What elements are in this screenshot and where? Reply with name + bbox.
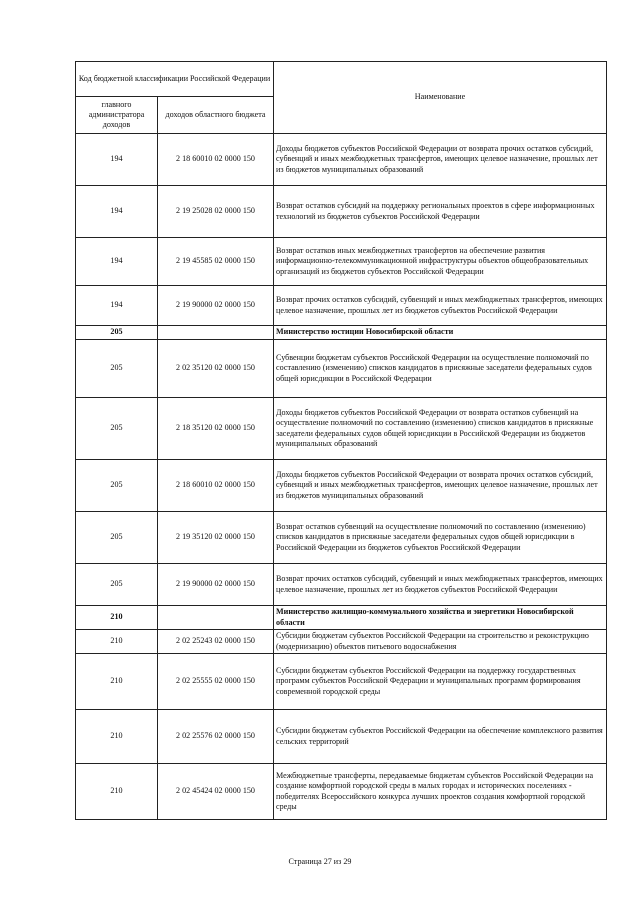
cell-income-code: 2 02 25555 02 0000 150: [158, 654, 274, 710]
cell-income-code: 2 02 35120 02 0000 150: [158, 340, 274, 398]
cell-income-code: 2 19 90000 02 0000 150: [158, 564, 274, 606]
header-income: доходов областного бюджета: [158, 97, 274, 134]
cell-income-code: 2 18 35120 02 0000 150: [158, 398, 274, 460]
table-row: [76, 654, 607, 710]
cell-name: Возврат прочих остатков субсидий, субвенций и иных межбюджетных трансфертов, имеющих целевое назначение, прошлых лет из бюджетов субъектов Российской Федерации: [274, 286, 607, 326]
cell-income-code: 2 02 25243 02 0000 150: [158, 630, 274, 654]
cell-admin-code: 210: [76, 764, 158, 820]
page-footer: Страница 27 из 29: [288, 857, 352, 866]
cell-admin-code: 205: [76, 512, 158, 564]
table-row-section: [76, 606, 607, 630]
table-row: [76, 564, 607, 606]
cell-name: Доходы бюджетов субъектов Российской Федерации от возврата прочих остатков субсидий, субвенций и иных межбюджетных трансфертов, имеющих целевое назначение, прошлых лет из бюджетов муниципальных образований: [274, 134, 607, 186]
table-row: [76, 630, 607, 654]
cell-admin-code: 210: [76, 710, 158, 764]
cell-admin-code: 194: [76, 286, 158, 326]
cell-income-code: [158, 606, 274, 630]
cell-admin-code: 210: [76, 630, 158, 654]
cell-name: Субсидии бюджетам субъектов Российской Федерации на строительство и реконструкцию (модернизацию) объектов питьевого водоснабжения: [274, 630, 607, 654]
cell-admin-code: 205: [76, 398, 158, 460]
cell-admin-code: 194: [76, 186, 158, 238]
cell-name: Субсидии бюджетам субъектов Российской Федерации на обеспечение комплексного развития сельских территорий: [274, 710, 607, 764]
table-row: [76, 134, 607, 186]
cell-income-code: 2 18 60010 02 0000 150: [158, 134, 274, 186]
cell-admin-code: 205: [76, 340, 158, 398]
table-row: [76, 286, 607, 326]
cell-admin-code: 194: [76, 238, 158, 286]
cell-admin-code: 205: [76, 564, 158, 606]
table-body: [76, 134, 607, 820]
header-admin: главного администратора доходов: [76, 97, 158, 134]
cell-name: Возврат остатков субвенций на осуществление полномочий по составлению (изменению) списков кандидатов в присяжные заседатели федеральных судов общей юрисдикции в Российской Федерации из бюджетов субъектов Российской Федерации: [274, 512, 607, 564]
cell-name: Субвенции бюджетам субъектов Российской Федерации на осуществление полномочий по составлению (изменению) списков кандидатов в присяжные заседатели федеральных судов общей юрисдикции в Российской Федерации: [274, 340, 607, 398]
cell-name: Министерство жилищно-коммунального хозяйства и энергетики Новосибирской области: [274, 606, 607, 630]
cell-income-code: 2 19 25028 02 0000 150: [158, 186, 274, 238]
cell-name: Доходы бюджетов субъектов Российской Федерации от возврата остатков субвенций на осуществление полномочий по составлению (изменению) списков кандидатов в присяжные заседатели федеральных судов общей юрисдикции в Российской Федерации из бюджетов муниципальных образований: [274, 398, 607, 460]
cell-admin-code: 194: [76, 134, 158, 186]
table-row: [76, 186, 607, 238]
cell-income-code: 2 18 60010 02 0000 150: [158, 460, 274, 512]
header-code-group: Код бюджетной классификации Российской Федерации: [76, 62, 274, 97]
cell-admin-code: 205: [76, 460, 158, 512]
cell-income-code: 2 02 25576 02 0000 150: [158, 710, 274, 764]
cell-income-code: 2 19 45585 02 0000 150: [158, 238, 274, 286]
header-name: Наименование: [274, 62, 607, 134]
table-row: [76, 238, 607, 286]
cell-name: Министерство юстиции Новосибирской области: [274, 326, 607, 340]
table-row: [76, 340, 607, 398]
cell-income-code: [158, 326, 274, 340]
cell-income-code: 2 02 45424 02 0000 150: [158, 764, 274, 820]
cell-admin-code: 210: [76, 654, 158, 710]
table-row: [76, 460, 607, 512]
cell-income-code: 2 19 35120 02 0000 150: [158, 512, 274, 564]
table-row: [76, 710, 607, 764]
cell-name: Субсидии бюджетам субъектов Российской Федерации на поддержку государственных программ субъектов Российской Федерации и муниципальных программ формирования современной городской среды: [274, 654, 607, 710]
cell-admin-code: 205: [76, 326, 158, 340]
table-row-section: [76, 326, 607, 340]
table-row: [76, 398, 607, 460]
cell-income-code: 2 19 90000 02 0000 150: [158, 286, 274, 326]
cell-name: Возврат прочих остатков субсидий, субвенций и иных межбюджетных трансфертов, имеющих целевое назначение, прошлых лет из бюджетов субъектов Российской Федерации: [274, 564, 607, 606]
table-row: [76, 512, 607, 564]
cell-name: Доходы бюджетов субъектов Российской Федерации от возврата прочих остатков субсидий, субвенций и иных межбюджетных трансфертов, имеющих целевое назначение, прошлых лет из бюджетов муниципальных образований: [274, 460, 607, 512]
cell-name: Межбюджетные трансферты, передаваемые бюджетам субъектов Российской Федерации на создание комфортной городской среды в малых городах и исторических поселениях - победителях Всероссийского конкурса лучших проектов создания комфортной городской среды: [274, 764, 607, 820]
cell-name: Возврат остатков субсидий на поддержку региональных проектов в сфере информационных технологий из бюджетов субъектов Российской Федерации: [274, 186, 607, 238]
cell-name: Возврат остатков иных межбюджетных трансфертов на обеспечение развития информационно-телекоммуникационной инфраструктуры объектов общеобразовательных организаций из бюджетов субъектов Российской Федерации: [274, 238, 607, 286]
table-header-row: [76, 62, 607, 97]
cell-admin-code: 210: [76, 606, 158, 630]
budget-classification-table: [75, 61, 607, 820]
table-row: [76, 764, 607, 820]
